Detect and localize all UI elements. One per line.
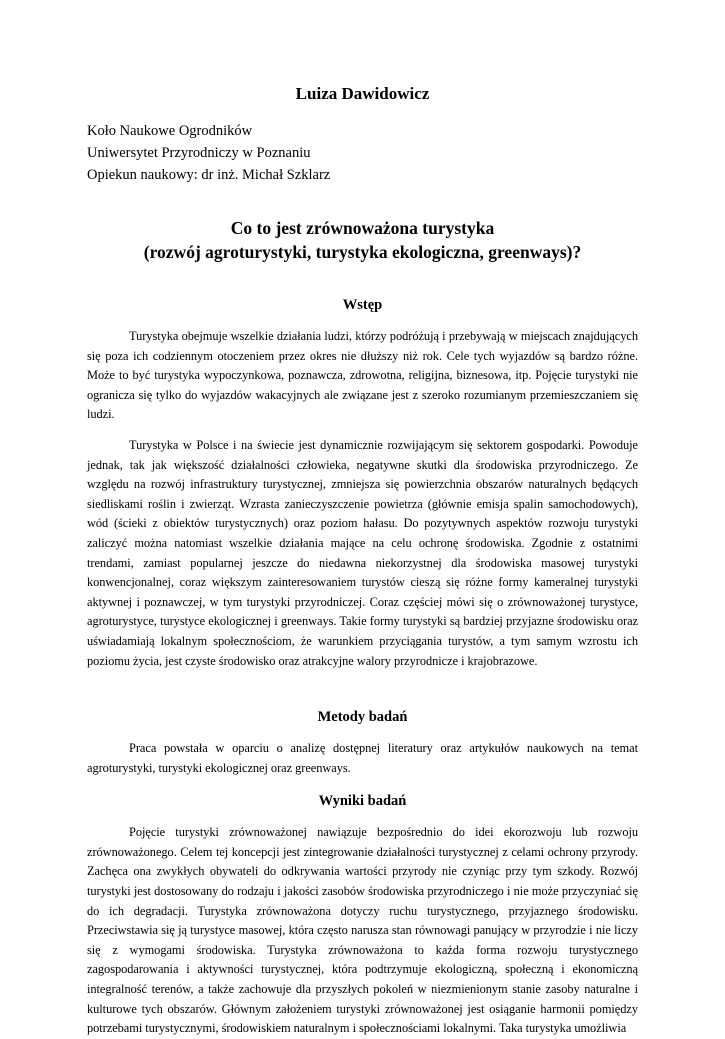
paper-title bbox=[87, 216, 638, 264]
affiliation-supervisor: Opiekun naukowy: dr inż. Michał Szklarz bbox=[87, 167, 331, 183]
intro-paragraph-1: Turystyka obejmuje wszelkie działania ludzi, którzy podróżują i przebywają w miejscach znajdujących się poza ich codziennym otoczeniem przez okres nie dłuższy niż rok. Cele tych wyjazdów są bardzo różne. Może to być turystyka wypoczynkowa, poznawcza, zdrowotna, religijna, biznesowa, itp. Pojęcie turystyki nie ogranicza się tylko do wyjazdów wakacyjnych ale związane jest z szeroko rozumianym przemieszczaniem się ludzi. bbox=[87, 329, 638, 422]
results-paragraph: Pojęcie turystyki zrównoważonej nawiązuje bezpośrednio do idei ekorozwoju lub rozwoju zrównoważonego. Celem tej koncepcji jest zintegrowanie działalności turystycznej z celami ochrony przyrody. Zachęca ona zwykłych obywateli do odkrywania wartości przyrody nie czyniąc przy tym szkody. Rozwój turystyki jest dostosowany do rodzaju i jakości zasobów środowiska przyrodniczego i nie może przyczyniać się do ich degradacji. Turystyka zrównoważona dotyczy ruchu turystycznego, przyjaznego środowisku. Przeciwstawia się ją turystyce masowej, która często narusza stan równowagi panujący w przyrodzie i nie liczy się z wymogami środowiska. Turystyka zrównoważona to każda forma rozwoju turystycznego zagospodarowania i aktywności turystycznej, która podtrzymuje ekologiczną, społeczną i ekonomiczną integralność terenów, a także zachowuje dla przyszłych pokoleń w niezmienionym stanie zasoby naturalne i kulturowe tych obszarów. Głównym założeniem turystyki zrównoważonej jest osiąganie harmonii pomiędzy potrzebami turystycznymi, środowiskiem naturalnym i społecznościami lokalnymi. Taka turystyka umożliwia bbox=[87, 825, 638, 1036]
methods-paragraph: Praca powstała w oparciu o analizę dostępnej literatury oraz artykułów naukowych na temat agroturystyki, turystyki ekologicznej oraz greenways. bbox=[87, 741, 638, 775]
affiliation-university: Uniwersytet Przyrodniczy w Poznaniu bbox=[87, 145, 311, 161]
section-heading-results: Wyniki badań bbox=[318, 793, 407, 810]
section-heading-intro: Wstęp bbox=[342, 297, 383, 313]
section-heading-methods: Metody badań bbox=[317, 709, 408, 726]
intro-paragraph-2: Turystyka w Polsce i na świecie jest dynamicznie rozwijającym się sektorem gospodarki. Powoduje jednak, tak jak większość działalności człowieka, negatywne skutki dla środowiska przyrodniczego. Ze względu na rozwój infrastruktury turystycznej, zmniejsza się powierzchnia obszarów naturalnych będących siedliskami roślin i zwierząt. Wzrasta zanieczyszczenie powietrza (głównie emisja spalin samochodowych), wód (ścieki z obiektów turystycznych) oraz poziom hałasu. Do pozytywnych aspektów rozwoju turystyki zaliczyć można natomiast wszelkie działania mające na celu ochronę środowiska. Zgodnie z ostatnimi trendami, zamiast popularnej jeszcze do niedawna niekorzystnej dla środowiska masowej turystyki konwencjonalnej, coraz większym zainteresowaniem turystów cieszą się różne formy kameralnej turystyki aktywnej i poznawczej, w tym turystyki przyrodniczej. Coraz częściej mówi się o zrównoważonej turystyce, agroturystyce, turystyce ekologicznej i greenways. Takie formy turystyki są bardziej przyjazne środowisku oraz uświadamiają lokalnym społecznościom, że warunkiem przyciągania turystów, a tym samym wzrostu ich poziomu życia, jest czyste środowisko oraz atrakcyjne walory przyrodnicze i krajobrazowe. bbox=[87, 437, 638, 668]
paper-title-line-2: (rozwój agroturystyki, turystyka ekologiczna, greenways)? bbox=[143, 242, 582, 262]
affiliation-block bbox=[87, 120, 638, 186]
affiliation-club: Koło Naukowe Ogrodników bbox=[87, 123, 253, 139]
paper-title-line-1: Co to jest zrównoważona turystyka bbox=[230, 218, 495, 238]
author-name: Luiza Dawidowicz bbox=[295, 84, 430, 103]
